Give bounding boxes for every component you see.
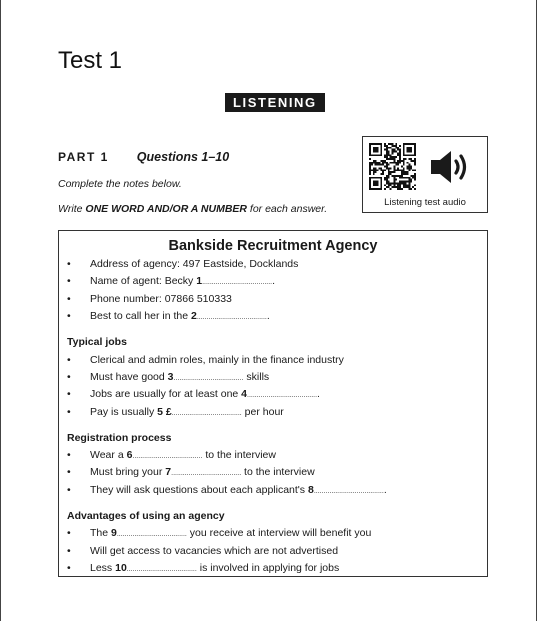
- question-4-row: [67, 388, 320, 400]
- question-8-row: [67, 484, 387, 496]
- bullet-marker: •: [67, 466, 71, 479]
- note-text: Name of agent: Becky: [90, 275, 197, 288]
- answer-blank[interactable]: ....................................: [132, 453, 203, 460]
- question-number: 4: [241, 388, 248, 401]
- note-text-after: to the interview: [241, 466, 315, 479]
- instruction-prefix: Write: [58, 203, 86, 215]
- bullet-marker: •: [67, 258, 71, 270]
- section-heading: Typical jobs: [67, 336, 127, 349]
- bullet-marker: •: [67, 388, 71, 401]
- bullet-marker: •: [67, 353, 71, 366]
- note-text: Pay is usually: [90, 405, 158, 418]
- qr-code-icon[interactable]: [369, 143, 416, 190]
- note-item: [67, 258, 298, 270]
- note-item: [67, 354, 344, 366]
- note-text-after: you receive at interview will benefit you: [186, 527, 372, 540]
- note-text: Jobs are usually for at least one: [90, 388, 242, 401]
- instruction-suffix: for each answer.: [247, 203, 328, 215]
- note-text: Phone number: 07866 510333: [90, 292, 232, 305]
- answer-blank[interactable]: ....................................: [171, 470, 242, 478]
- notes-box: [58, 230, 488, 577]
- note-text-after: skills: [243, 370, 270, 383]
- note-text: Best to call her in the: [90, 310, 191, 323]
- bullet-marker: •: [67, 483, 71, 496]
- question-2-row: [67, 310, 270, 322]
- note-text-after: .: [317, 388, 320, 401]
- bullet-marker: •: [67, 275, 71, 288]
- note-text-after: .: [383, 483, 387, 496]
- answer-blank[interactable]: ....................................: [171, 409, 242, 417]
- question-6-row: [67, 449, 276, 461]
- answer-blank[interactable]: ....................................: [202, 279, 273, 287]
- question-number: 10: [115, 561, 127, 574]
- bullet-marker: •: [67, 292, 71, 305]
- note-text: They will ask questions about each applicant's: [90, 483, 308, 496]
- bullet-marker: •: [67, 449, 71, 461]
- questions-label: Questions 1–10: [136, 150, 230, 164]
- answer-blank[interactable]: ....................................: [173, 374, 244, 382]
- notes-title: Bankside Recruitment Agency: [168, 238, 378, 254]
- note-text: Will get access to vacancies which are not advertised: [90, 544, 339, 557]
- bullet-marker: •: [67, 370, 71, 383]
- audio-caption: Listening test audio: [384, 197, 466, 208]
- note-text: Clerical and admin roles, mainly in the finance industry: [90, 353, 344, 366]
- question-number: 8: [307, 483, 314, 496]
- section-heading: Advantages of using an agency: [67, 509, 225, 522]
- note-text: Less: [90, 561, 116, 574]
- listening-banner: LISTENING: [225, 93, 325, 112]
- section-heading: Registration process: [67, 431, 172, 444]
- note-text: Wear a: [90, 449, 127, 461]
- note-text: Must bring your: [90, 466, 166, 479]
- answer-blank[interactable]: ....................................: [247, 392, 318, 400]
- answer-blank[interactable]: ....................................: [313, 487, 384, 495]
- instruction-complete-notes: Complete the notes below.: [58, 178, 182, 190]
- answer-blank[interactable]: ....................................: [126, 565, 197, 573]
- test-title: Test 1: [58, 47, 123, 74]
- part-label: PART 1: [58, 150, 109, 164]
- note-text-after: is involved in applying for jobs: [196, 561, 340, 574]
- note-text: Address of agency: 497 Eastside, Docklands: [90, 258, 299, 270]
- answer-blank[interactable]: ....................................: [196, 314, 267, 322]
- instruction-word-limit: [58, 203, 327, 215]
- question-7-row: [67, 466, 315, 478]
- question-number: 3: [167, 370, 174, 383]
- instruction-bold: ONE WORD AND/OR A NUMBER: [85, 203, 247, 215]
- bullet-marker: •: [67, 527, 71, 540]
- question-1-row: [67, 275, 275, 287]
- bullet-marker: •: [67, 310, 71, 323]
- question-3-row: [67, 371, 269, 383]
- note-text-after: .: [266, 310, 270, 323]
- note-text: The: [90, 527, 112, 540]
- question-number: 9: [111, 527, 117, 540]
- question-10-row: [67, 562, 339, 574]
- note-text-after: per hour: [241, 405, 284, 418]
- question-number: 2: [190, 310, 197, 323]
- part-heading: [58, 150, 229, 164]
- question-9-row: [67, 527, 371, 539]
- note-text-after: to the interview: [202, 449, 276, 461]
- note-text-after: .: [272, 275, 276, 288]
- note-item: [67, 545, 338, 557]
- speaker-icon[interactable]: [429, 147, 473, 187]
- bullet-marker: •: [67, 405, 71, 418]
- audio-box[interactable]: [362, 136, 488, 213]
- note-item: [67, 293, 232, 305]
- bullet-marker: •: [67, 561, 71, 574]
- question-number: 7: [165, 466, 172, 479]
- question-5-row: [67, 406, 284, 418]
- note-text: Must have good: [90, 370, 168, 383]
- bullet-marker: •: [67, 544, 71, 557]
- question-number: 6: [126, 449, 133, 461]
- question-number: 5 £: [157, 405, 172, 418]
- question-number: 1: [196, 275, 203, 288]
- answer-blank[interactable]: ....................................: [116, 531, 187, 539]
